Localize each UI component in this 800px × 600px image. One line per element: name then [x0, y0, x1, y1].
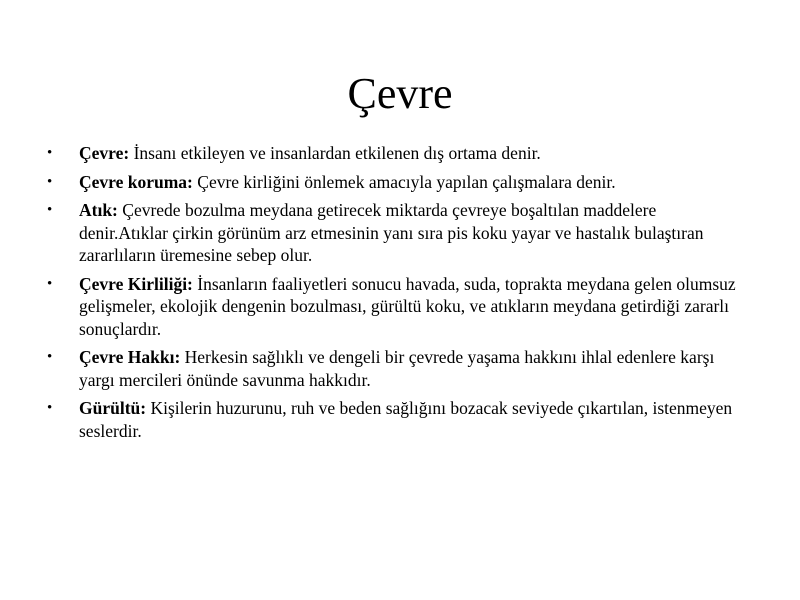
term-label: Çevre Hakkı: — [79, 347, 185, 367]
slide-title: Çevre — [347, 69, 453, 118]
term-label: Çevre Kirliliği: — [79, 273, 198, 294]
bullet-icon: • — [47, 349, 53, 365]
list-item — [47, 397, 747, 442]
list-item — [47, 346, 747, 391]
bullet-icon: • — [47, 202, 53, 218]
bullet-icon: • — [47, 145, 53, 161]
list-item — [47, 142, 747, 165]
term-definition: İnsanların faaliyetleri sonucu havada, suda, toprakta meydana gelen olumsuz gelişmeler, ekolojik dengenin bozulması, gürültü koku, ve atıkların meydana getirdiği zararlı sonuçlardır. — [79, 273, 736, 339]
bullet-icon: • — [47, 400, 53, 416]
term-label: Gürültü: — [79, 398, 151, 418]
bullet-icon: • — [47, 173, 53, 190]
bullet-list — [47, 142, 747, 448]
term-label: Çevre: — [79, 143, 134, 163]
term-definition: Çevre kirliğini önlemek amacıyla yapılan çalışmalara denir. — [197, 171, 616, 192]
term-label: Çevre koruma: — [79, 171, 198, 192]
term-definition: Herkesin sağlıklı ve dengeli bir çevrede yaşama hakkını ihlal edenlere karşı yargı mercileri önünde savunma hakkıdır. — [79, 347, 715, 390]
bullet-icon: • — [47, 275, 53, 292]
term-definition: İnsanı etkileyen ve insanlardan etkilenen dış ortama denir. — [133, 143, 541, 163]
list-item — [47, 273, 747, 341]
term-definition: Çevrede bozulma meydana getirecek miktarda çevreye boşaltılan maddelere denir.Atıklar çirkin görünüm arz etmesinin yanı sıra pis koku yayar ve hastalık bulaştıran zararlıların üremesine sebep olur. — [79, 200, 704, 265]
term-definition: Kişilerin huzurunu, ruh ve beden sağlığını bozacak seviyede çıkartılan, istenmeyen seslerdir. — [79, 398, 733, 441]
list-item — [47, 171, 747, 194]
term-label: Atık: — [79, 200, 123, 220]
list-item — [47, 199, 747, 267]
